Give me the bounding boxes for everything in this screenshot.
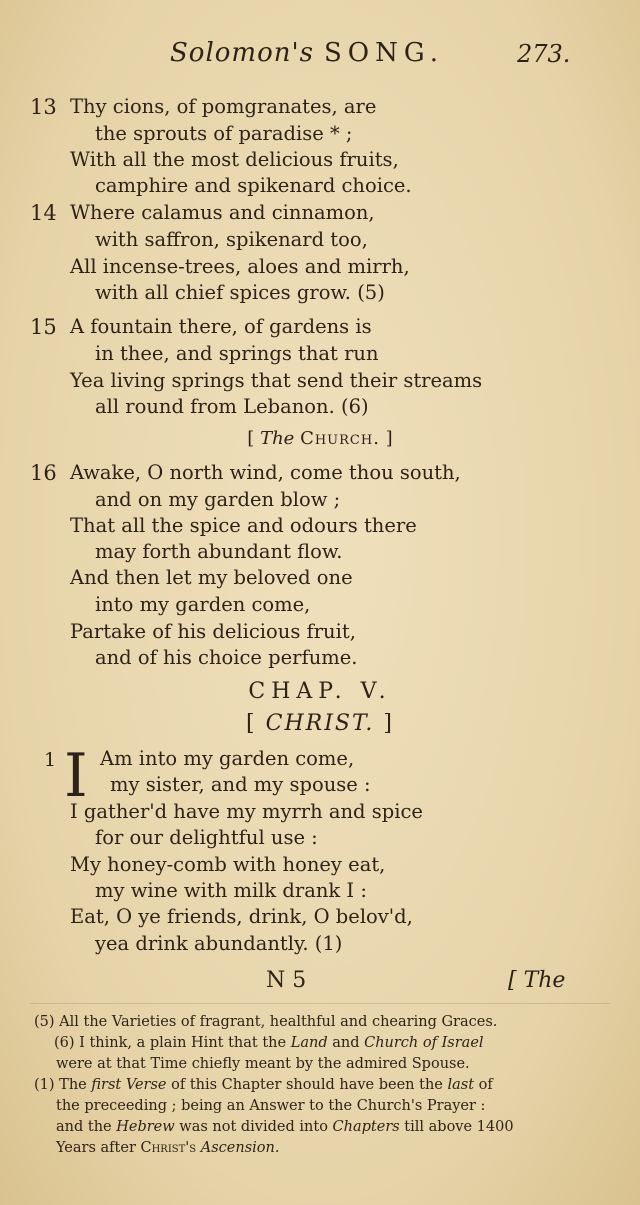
signature-mark: N 5 <box>266 968 307 993</box>
footnote-italic: last <box>447 1077 475 1093</box>
footnote-5: (5) All the Varieties of fragrant, healthful and chearing Graces. <box>34 1014 498 1030</box>
verse-line: with saffron, spikenard too, <box>95 228 368 251</box>
footnote-italic: Hebrew <box>116 1119 175 1135</box>
footnote-italic: Chapters <box>332 1119 400 1135</box>
verse-line: camphire and spikenard choice. <box>95 174 412 197</box>
footnote-text: and <box>332 1035 360 1051</box>
verse-number: 13 <box>30 95 57 119</box>
verse-line: in thee, and springs that run <box>95 342 379 365</box>
verse-number: 15 <box>30 315 57 339</box>
footnote-6-line-2: were at that Time chiefly meant by the admired Spouse. <box>56 1056 470 1072</box>
verse-line: all round from Lebanon. (6) <box>95 395 369 418</box>
footnote-1-line-2: the preceeding ; being an Answer to the Church's Prayer : <box>56 1098 486 1114</box>
verse-line: All incense-trees, aloes and mirrh, <box>70 255 410 278</box>
running-head-song: SONG. <box>323 38 444 68</box>
footnote-divider <box>30 1003 610 1004</box>
speaker-name: CHRIST. <box>265 711 375 736</box>
verse-line: with all chief spices grow. (5) <box>95 281 385 304</box>
running-head <box>170 38 444 68</box>
verse-line: into my garden come, <box>95 593 311 616</box>
bracket-close: ] <box>385 428 393 449</box>
verse-line: the sprouts of paradise * ; <box>95 122 353 145</box>
verse-line: yea drink abundantly. (1) <box>95 932 343 955</box>
speaker-heading-church <box>0 430 640 448</box>
verse-line: Where calamus and cinnamon, <box>70 201 375 224</box>
verse-line: for our delightful use : <box>95 826 318 849</box>
footnote-6-line-1 <box>54 1036 484 1051</box>
drop-cap: I <box>64 741 88 811</box>
footnote-text: of <box>478 1077 493 1093</box>
verse-number: 1 <box>44 749 57 771</box>
verse-line: my sister, and my spouse : <box>110 773 371 796</box>
footnote-1-line-1 <box>34 1078 493 1093</box>
running-head-title: Solomon's <box>170 38 314 68</box>
footnote-1-line-3 <box>56 1120 514 1135</box>
footnote-text: was not divided into <box>179 1119 328 1135</box>
verse-line: That all the spice and odours there <box>70 514 417 537</box>
footnote-text: Years after <box>56 1140 136 1156</box>
verse-line: Awake, O north wind, come thou south, <box>70 461 461 484</box>
footnote-italic: Land <box>290 1035 328 1051</box>
verse-line: Thy cions, of pomgranates, are <box>70 95 377 118</box>
speaker-heading-christ <box>0 713 640 735</box>
speaker-name: Church. <box>300 428 380 449</box>
verse-line: A fountain there, of gardens is <box>70 315 372 338</box>
footnote-italic: Ascension. <box>200 1140 280 1156</box>
verse-line: may forth abundant flow. <box>95 540 343 563</box>
verse-line: I gather'd have my myrrh and spice <box>70 800 423 823</box>
footnote-smallcaps: Christ's <box>140 1140 197 1156</box>
footnote-italic: Church of Israel <box>364 1035 484 1051</box>
verse-line: Yea living springs that send their streams <box>70 369 483 392</box>
verse-line: Eat, O ye friends, drink, O belov'd, <box>70 905 413 928</box>
footnote-text: and the <box>56 1119 112 1135</box>
verse-line: and of his choice perfume. <box>95 646 358 669</box>
verse-line: and on my garden blow ; <box>95 488 341 511</box>
verse-number: 16 <box>30 461 57 485</box>
verse-line: Partake of his delicious fruit, <box>70 620 356 643</box>
chapter-heading: CHAP. V. <box>248 679 392 704</box>
verse-number: 14 <box>30 201 57 225</box>
bracket-close: ] <box>383 711 394 736</box>
catchword: [ The <box>508 968 566 993</box>
verse-line: With all the most delicious fruits, <box>70 148 399 171</box>
verse-line: Am into my garden come, <box>100 747 355 770</box>
speaker-article: The <box>260 428 295 449</box>
footnote-text: (6) I think, a plain Hint that the <box>54 1035 287 1051</box>
footnote-text: of this Chapter should have been the <box>171 1077 443 1093</box>
bracket-open: [ <box>246 711 257 736</box>
footnote-1-line-4 <box>56 1141 279 1156</box>
verse-line: My honey-comb with honey eat, <box>70 853 386 876</box>
footnote-italic: first Verse <box>91 1077 167 1093</box>
verse-line: And then let my beloved one <box>70 566 353 589</box>
page-number: 273. <box>517 40 571 68</box>
verse-line: my wine with milk drank I : <box>95 879 367 902</box>
footnote-text: (1) The <box>34 1077 87 1093</box>
footnote-text: till above 1400 <box>404 1119 514 1135</box>
bracket-open: [ <box>247 428 255 449</box>
